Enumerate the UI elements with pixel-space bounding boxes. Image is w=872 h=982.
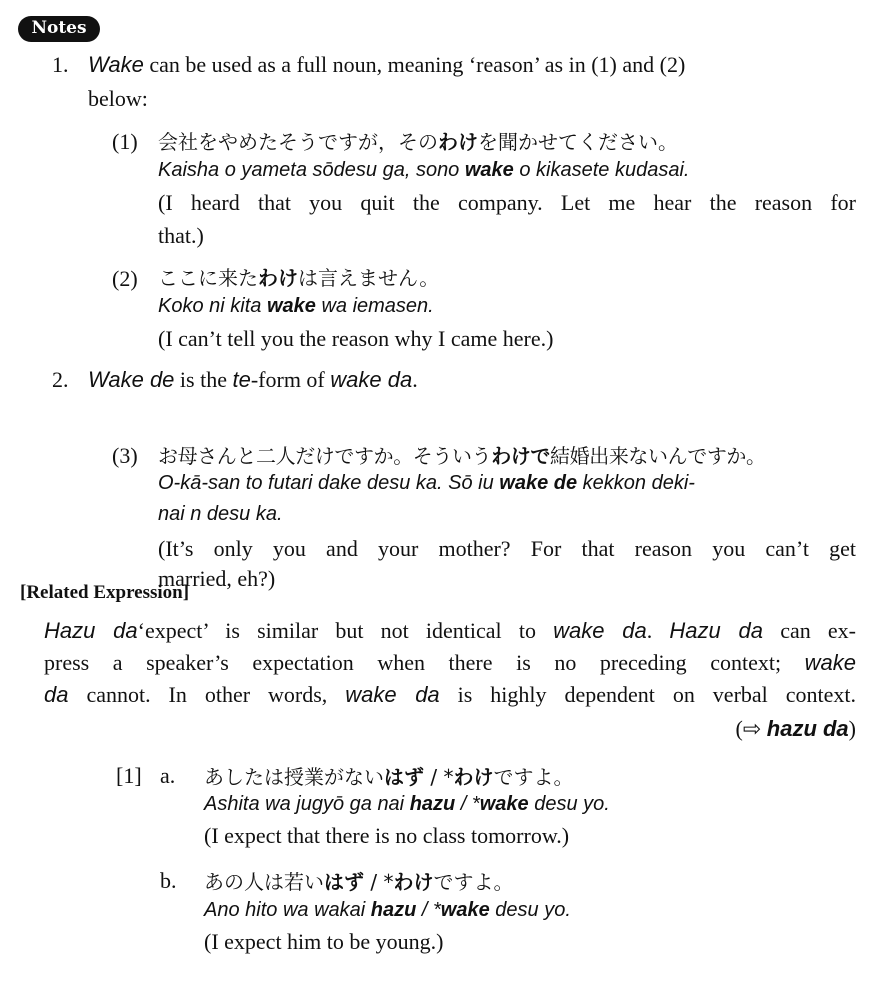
example-3-english-1: (It’s only you and your mother? For that reason you can’t get	[158, 536, 856, 561]
ex-b-jp-text: あの人は若い	[204, 870, 324, 894]
example-3-jp-text: お母さんと二人だけですか。そういう	[158, 444, 492, 468]
example-3-rom-rest: kekkon deki-	[577, 472, 695, 494]
related-hazu-da: Hazu da	[44, 618, 138, 643]
ex-a-jp-text: あしたは授業がない	[204, 765, 384, 789]
related-hazu-da-2: Hazu da	[669, 618, 764, 643]
related-heading: [Related Expression]	[20, 582, 190, 603]
related-line-1	[44, 618, 856, 644]
example-2-rom-rest: wa iemasen.	[315, 295, 434, 317]
related-sep: .	[646, 618, 670, 643]
ex-a-rom-slash: / *	[455, 793, 480, 815]
example-2-number: (2)	[112, 266, 138, 291]
example-2-rom-key: wake	[266, 295, 316, 317]
example-a-english: (I expect that there is no class tomorrow.)	[204, 823, 570, 848]
ex-b-jp-slash: / *	[364, 870, 394, 894]
note-2-te: te	[232, 367, 251, 392]
example-2-rom-text: Koko ni kita	[158, 295, 267, 317]
example-1-english-1: (I heard that you quit the company. Let me hear the reason for	[158, 190, 856, 215]
related-text-2: can ex-	[763, 618, 856, 643]
ex-b-rom-end: desu yo.	[489, 899, 571, 921]
example-1-rom-rest: o kikasete kudasai.	[513, 159, 690, 181]
related-example-number: [1]	[116, 763, 142, 788]
example-1-romaji	[158, 159, 689, 182]
example-1-number: (1)	[112, 129, 138, 154]
related-wake: wake	[804, 650, 856, 675]
ex-a-rom-text: Ashita wa jugyō ga nai	[204, 793, 410, 815]
related-wake-da: wake da	[553, 618, 647, 643]
crossref-open: (⇨	[735, 716, 767, 741]
example-1-jp-text: 会社をやめたそうですが，その	[158, 130, 438, 154]
example-1-rom-key: wake	[464, 159, 514, 181]
crossref-term: hazu da	[766, 716, 849, 741]
example-a-romaji	[204, 793, 610, 816]
notes-label: Notes	[31, 18, 87, 38]
example-3-english-2: married, eh?)	[158, 566, 276, 591]
ex-a-jp-wake: わけ	[453, 765, 494, 789]
example-3-rom-text: O-kā-san to futari dake desu ka. Sō iu	[158, 472, 500, 494]
related-crossref	[736, 716, 857, 742]
example-b-japanese	[204, 866, 513, 895]
ex-a-jp-slash: / *	[424, 765, 454, 789]
example-b-english: (I expect him to be young.)	[204, 929, 444, 954]
example-1-rom-text: Kaisha o yameta sōdesu ga, sono	[158, 159, 465, 181]
note-2-text-2: -form of	[250, 367, 331, 392]
note-1-line-2: below:	[88, 86, 148, 111]
example-3-rom-key: wake de	[499, 472, 578, 494]
ex-b-jp-hazu: はず	[324, 870, 364, 894]
example-2-jp-key: わけ	[258, 266, 298, 290]
related-text-1: ‘expect’ is similar but not identical to	[137, 618, 554, 643]
ex-b-rom-hazu: hazu	[370, 899, 417, 921]
ex-b-rom-text: Ano hito wa wakai	[204, 899, 371, 921]
example-3-romaji-1	[158, 472, 695, 495]
note-2-line	[88, 367, 418, 393]
note-1-line-1	[88, 52, 856, 78]
example-3-number: (3)	[112, 443, 138, 468]
note-1-text: can be used as a full noun, meaning ‘reason’ as in (1) and (2)	[143, 52, 686, 77]
example-b-label: b.	[160, 868, 177, 893]
example-2-japanese	[158, 262, 439, 291]
example-2-jp-rest: は言えません。	[298, 266, 440, 290]
example-1-jp-key: わけ	[438, 130, 478, 154]
note-2-number: 2.	[52, 367, 69, 392]
example-1-japanese	[158, 126, 678, 155]
related-da: da	[44, 682, 69, 707]
ex-a-rom-hazu: hazu	[409, 793, 456, 815]
related-text-4: cannot. In other words,	[68, 682, 346, 707]
example-2-jp-text: ここに来た	[158, 266, 258, 290]
ex-a-rom-wake: wake	[479, 793, 529, 815]
example-1-jp-rest: を聞かせてください。	[478, 130, 678, 154]
example-3-jp-key: わけで	[491, 444, 551, 468]
example-2-romaji	[158, 295, 434, 318]
note-2-wake-da: wake da	[330, 367, 413, 392]
related-text-3: press a speaker’s expectation when there is no preceding context;	[44, 650, 805, 675]
crossref-close: )	[848, 716, 856, 741]
related-wake-da-2: wake da	[345, 682, 440, 707]
related-text-5: is highly dependent on verbal context.	[439, 682, 856, 707]
ex-a-jp-hazu: はず	[384, 765, 424, 789]
notes-badge	[18, 16, 100, 42]
related-line-3	[44, 682, 856, 708]
related-line-2	[44, 650, 856, 676]
note-2-text-1: is the	[174, 367, 233, 392]
note-1-term: Wake	[88, 52, 144, 77]
example-1-english-2: that.)	[158, 223, 204, 248]
note-1-number: 1.	[52, 52, 69, 77]
example-3-japanese	[158, 440, 766, 469]
example-a-japanese	[204, 761, 573, 790]
example-3-romaji-2: nai n desu ka.	[158, 503, 283, 525]
example-a-label: a.	[160, 763, 176, 788]
ex-b-jp-end: ですよ。	[433, 870, 514, 894]
example-3-jp-rest: 結婚出来ないんですか。	[550, 444, 766, 468]
note-2-period: .	[412, 367, 418, 392]
ex-a-jp-end: ですよ。	[493, 765, 574, 789]
ex-b-rom-wake: wake	[440, 899, 490, 921]
ex-b-rom-slash: / *	[416, 899, 441, 921]
ex-b-jp-wake: わけ	[393, 870, 434, 894]
example-b-romaji	[204, 899, 571, 922]
example-2-english: (I can’t tell you the reason why I came here.)	[158, 326, 554, 351]
note-2-term: Wake de	[88, 367, 175, 392]
ex-a-rom-end: desu yo.	[528, 793, 610, 815]
